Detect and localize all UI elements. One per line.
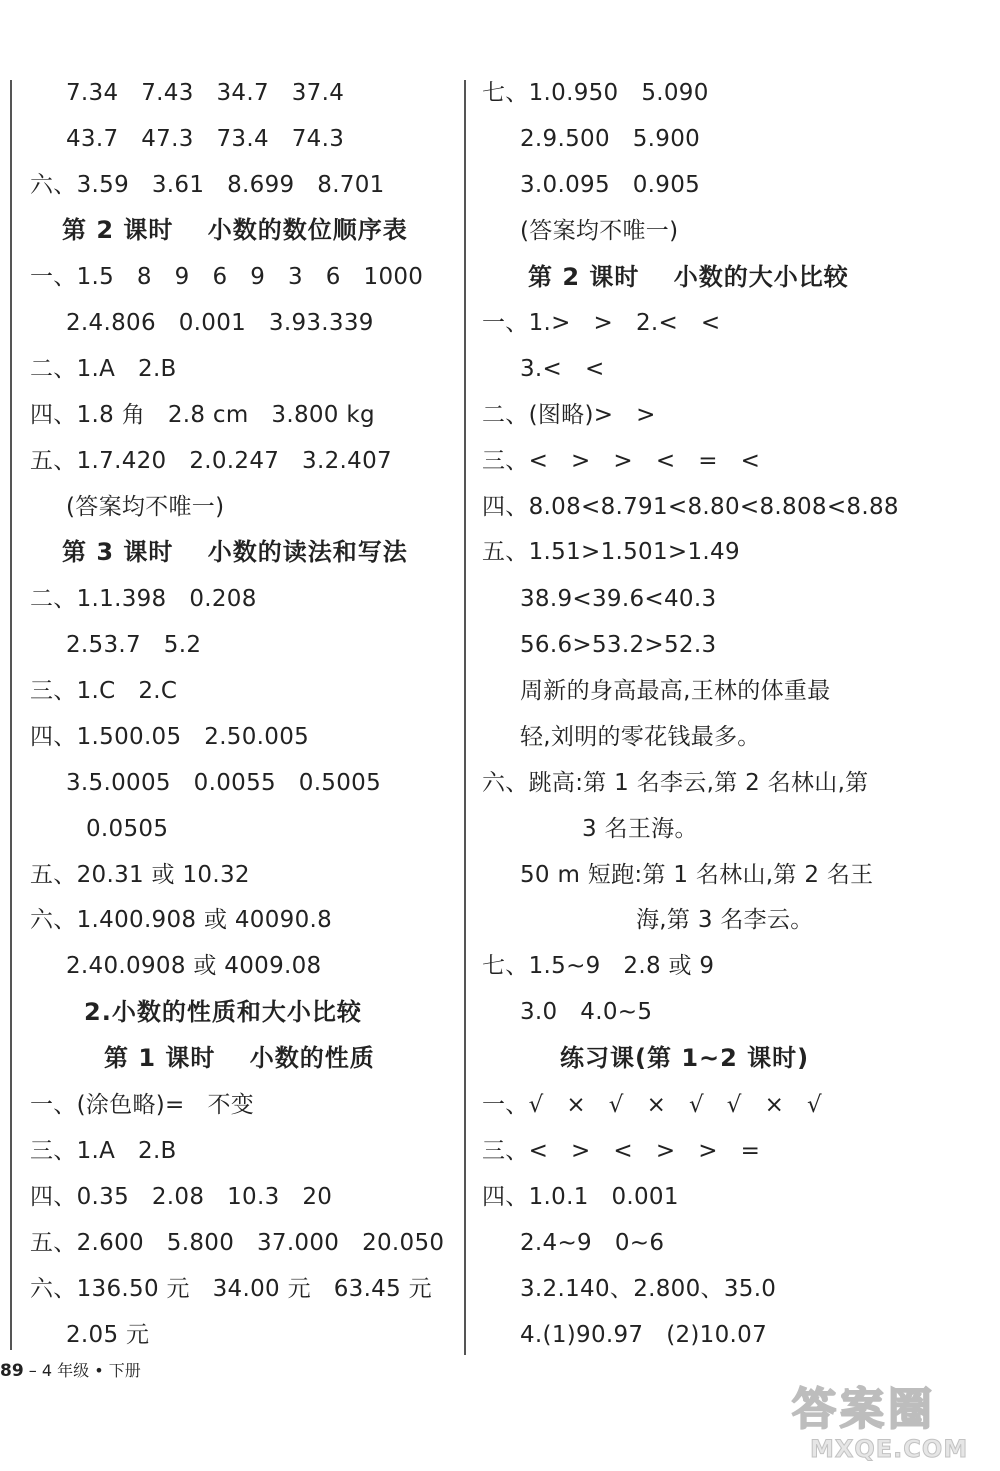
answer-line: 五、20.31 或 10.32 xyxy=(30,862,250,888)
section-heading: 练习课(第 1~2 课时) xyxy=(560,1044,810,1072)
answer-line: 4.(1)90.97 (2)10.07 xyxy=(520,1322,768,1348)
answer-line: 六、跳高:第 1 名李云,第 2 名林山,第 xyxy=(482,770,869,796)
answer-line: 五、2.600 5.800 37.000 20.050 xyxy=(30,1230,445,1256)
answer-line: 2.40.0908 或 4009.08 xyxy=(66,953,322,979)
answer-line: 三、< > < > > = xyxy=(482,1138,761,1164)
answer-line: 7.34 7.43 34.7 37.4 xyxy=(66,80,345,106)
answer-line: 二、(图略)> > xyxy=(482,402,656,428)
watermark-url: MXQE.COM xyxy=(810,1435,969,1463)
answer-line: 三、1.A 2.B xyxy=(30,1138,177,1164)
answer-line: 43.7 47.3 73.4 74.3 xyxy=(66,126,345,152)
answer-line: 三、1.C 2.C xyxy=(30,678,178,704)
answer-line: 3.2.140、2.800、35.0 xyxy=(520,1276,777,1302)
answer-line: 五、1.7.420 2.0.247 3.2.407 xyxy=(30,448,392,474)
page-number: 89 xyxy=(0,1361,24,1381)
answer-line: 周新的身高最高,王林的体重最 xyxy=(520,678,831,704)
section-heading: 第 2 课时 小数的数位顺序表 xyxy=(62,216,408,244)
page-footer xyxy=(0,1358,141,1381)
answer-line: 二、1.A 2.B xyxy=(30,356,177,382)
answer-line: 六、1.400.908 或 40090.8 xyxy=(30,907,333,933)
answer-line: 3 名王海。 xyxy=(582,816,698,842)
answer-line: 七、1.0.950 5.090 xyxy=(482,80,709,106)
answer-line: (答案均不唯一) xyxy=(66,494,225,520)
answer-line: 3.0 4.0~5 xyxy=(520,999,653,1025)
answer-line: 56.6>53.2>52.3 xyxy=(520,632,717,658)
answer-line: 38.9<39.6<40.3 xyxy=(520,586,717,612)
answer-line: 一、1.5 8 9 6 9 3 6 1000 xyxy=(30,264,424,290)
answer-line: 2.05 元 xyxy=(66,1322,150,1348)
answer-line: 二、1.1.398 0.208 xyxy=(30,586,257,612)
answer-line: 轻,刘明的零花钱最多。 xyxy=(520,724,761,750)
grade-label: 4 年级 • 下册 xyxy=(41,1361,141,1380)
answer-line: 一、1.> > 2.< < xyxy=(482,310,721,336)
section-heading: 2.小数的性质和大小比较 xyxy=(84,998,362,1026)
answer-line: 七、1.5~9 2.8 或 9 xyxy=(482,953,715,979)
answer-line: 四、1.8 角 2.8 cm 3.800 kg xyxy=(30,402,375,428)
answer-line: 海,第 3 名李云。 xyxy=(636,907,814,933)
answer-line: 50 m 短跑:第 1 名林山,第 2 名王 xyxy=(520,862,874,888)
column-divider xyxy=(464,80,466,1355)
answer-line: 四、8.08<8.791<8.80<8.808<8.88 xyxy=(482,494,899,520)
answer-line: 四、1.0.1 0.001 xyxy=(482,1184,679,1210)
answer-line: 2.4~9 0~6 xyxy=(520,1230,665,1256)
answer-line: 3.< < xyxy=(520,356,605,382)
answer-line: 六、136.50 元 34.00 元 63.45 元 xyxy=(30,1276,432,1302)
answer-line: 四、0.35 2.08 10.3 20 xyxy=(30,1184,333,1210)
watermark-logo xyxy=(792,1373,992,1463)
answer-line: 一、√ × √ × √ √ × √ xyxy=(482,1092,822,1118)
answer-line: 3.5.0005 0.0055 0.5005 xyxy=(66,770,382,796)
answer-line: (答案均不唯一) xyxy=(520,218,679,244)
answer-line: 2.9.500 5.900 xyxy=(520,126,701,152)
answer-line: 一、(涂色略)= 不变 xyxy=(30,1092,255,1118)
answer-line: 0.0505 xyxy=(86,816,169,842)
section-heading: 第 3 课时 小数的读法和写法 xyxy=(62,538,408,566)
section-heading: 第 1 课时 小数的性质 xyxy=(104,1044,375,1072)
answer-line: 3.0.095 0.905 xyxy=(520,172,701,198)
footer-separator: – xyxy=(23,1361,42,1380)
watermark-logo-text: 答案圈 xyxy=(792,1384,936,1435)
answer-line: 六、3.59 3.61 8.699 8.701 xyxy=(30,172,385,198)
section-heading: 第 2 课时 小数的大小比较 xyxy=(528,263,849,291)
answer-line: 2.53.7 5.2 xyxy=(66,632,202,658)
answer-line: 五、1.51>1.501>1.49 xyxy=(482,539,740,565)
answer-line: 四、1.500.05 2.50.005 xyxy=(30,724,310,750)
left-margin-rule xyxy=(10,80,12,1350)
answer-line: 2.4.806 0.001 3.93.339 xyxy=(66,310,374,336)
answer-line: 三、< > > < = < xyxy=(482,448,761,474)
